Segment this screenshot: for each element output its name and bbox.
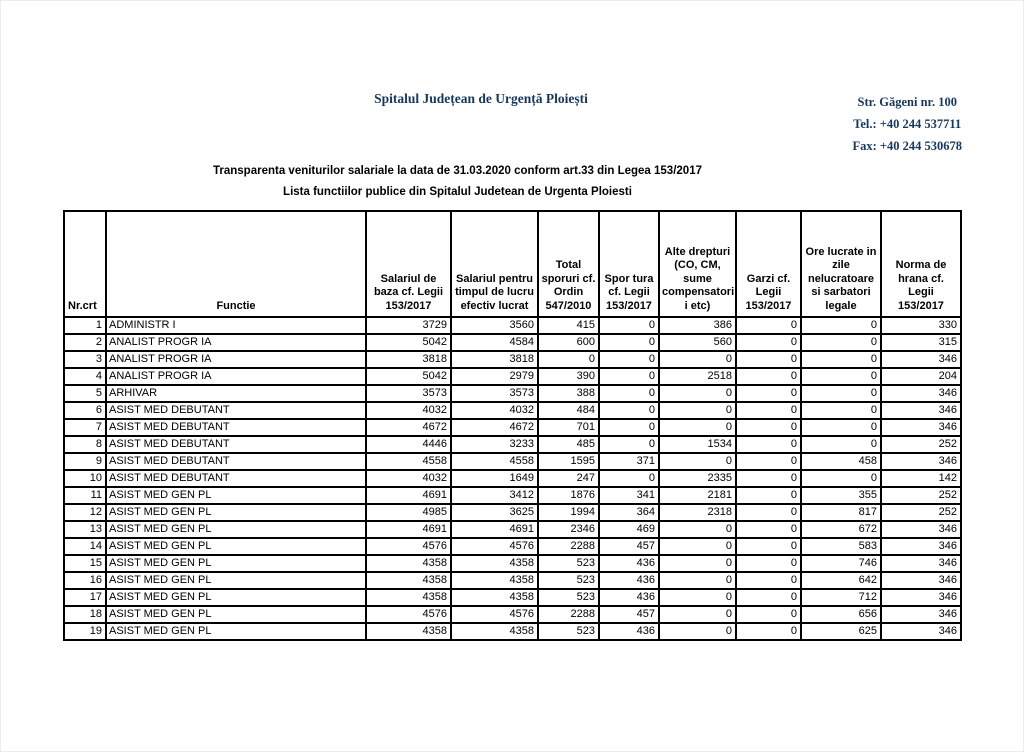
cell-functie: ASIST MED GEN PL xyxy=(106,589,366,606)
cell-spor-tura: 436 xyxy=(599,572,659,589)
cell-ore-lucrate: 712 xyxy=(801,589,881,606)
cell-salariul-efectiv: 3573 xyxy=(451,385,538,402)
cell-garzi: 0 xyxy=(736,555,801,572)
cell-spor-tura: 371 xyxy=(599,453,659,470)
cell-norma-hrana: 346 xyxy=(881,555,961,572)
cell-salariul-efectiv: 3233 xyxy=(451,436,538,453)
cell-alte-drepturi: 560 xyxy=(659,334,736,351)
cell-spor-tura: 436 xyxy=(599,623,659,640)
address-street: Str. Găgeni nr. 100 xyxy=(857,95,957,109)
column-header-functie: Functie xyxy=(106,211,366,317)
cell-alte-drepturi: 0 xyxy=(659,606,736,623)
cell-norma-hrana: 252 xyxy=(881,436,961,453)
cell-nr-crt: 7 xyxy=(64,419,106,436)
cell-ore-lucrate: 0 xyxy=(801,385,881,402)
cell-functie: ASIST MED GEN PL xyxy=(106,572,366,589)
cell-garzi: 0 xyxy=(736,334,801,351)
cell-salariul-efectiv: 4672 xyxy=(451,419,538,436)
table-row xyxy=(64,487,961,504)
cell-spor-tura: 0 xyxy=(599,334,659,351)
cell-salariul-baza: 4358 xyxy=(366,623,451,640)
table-row xyxy=(64,589,961,606)
cell-total-sporuri: 523 xyxy=(538,623,599,640)
table-row xyxy=(64,623,961,640)
cell-ore-lucrate: 746 xyxy=(801,555,881,572)
cell-nr-crt: 14 xyxy=(64,538,106,555)
cell-nr-crt: 8 xyxy=(64,436,106,453)
cell-alte-drepturi: 0 xyxy=(659,351,736,368)
column-header-spor-tura: Spor tura cf. Legii 153/2017 xyxy=(599,211,659,317)
cell-salariul-efectiv: 2979 xyxy=(451,368,538,385)
cell-functie: ASIST MED GEN PL xyxy=(106,555,366,572)
cell-garzi: 0 xyxy=(736,504,801,521)
cell-salariul-efectiv: 4358 xyxy=(451,589,538,606)
cell-norma-hrana: 252 xyxy=(881,504,961,521)
table-row xyxy=(64,402,961,419)
cell-nr-crt: 18 xyxy=(64,606,106,623)
cell-salariul-baza: 4576 xyxy=(366,538,451,555)
cell-garzi: 0 xyxy=(736,368,801,385)
cell-norma-hrana: 142 xyxy=(881,470,961,487)
table-header-row xyxy=(64,211,961,317)
cell-functie: ASIST MED GEN PL xyxy=(106,606,366,623)
column-header-nr-crt: Nr.crt xyxy=(64,211,106,317)
cell-norma-hrana: 346 xyxy=(881,351,961,368)
cell-total-sporuri: 523 xyxy=(538,572,599,589)
cell-salariul-baza: 4672 xyxy=(366,419,451,436)
cell-ore-lucrate: 0 xyxy=(801,402,881,419)
table-row xyxy=(64,521,961,538)
cell-spor-tura: 0 xyxy=(599,470,659,487)
cell-total-sporuri: 1994 xyxy=(538,504,599,521)
cell-salariul-baza: 4985 xyxy=(366,504,451,521)
cell-salariul-baza: 4558 xyxy=(366,453,451,470)
cell-salariul-baza: 4358 xyxy=(366,555,451,572)
cell-ore-lucrate: 672 xyxy=(801,521,881,538)
cell-spor-tura: 457 xyxy=(599,606,659,623)
cell-ore-lucrate: 0 xyxy=(801,334,881,351)
table-row xyxy=(64,470,961,487)
cell-norma-hrana: 346 xyxy=(881,453,961,470)
cell-nr-crt: 4 xyxy=(64,368,106,385)
cell-alte-drepturi: 2518 xyxy=(659,368,736,385)
cell-alte-drepturi: 0 xyxy=(659,623,736,640)
cell-norma-hrana: 346 xyxy=(881,521,961,538)
table-row xyxy=(64,368,961,385)
cell-alte-drepturi: 2335 xyxy=(659,470,736,487)
cell-salariul-efectiv: 3560 xyxy=(451,317,538,334)
table-row xyxy=(64,606,961,623)
cell-garzi: 0 xyxy=(736,521,801,538)
column-header-salariul-baza: Salariul de baza cf. Legii 153/2017 xyxy=(366,211,451,317)
cell-alte-drepturi: 0 xyxy=(659,385,736,402)
cell-nr-crt: 16 xyxy=(64,572,106,589)
cell-salariul-efectiv: 4358 xyxy=(451,623,538,640)
cell-functie: ASIST MED GEN PL xyxy=(106,521,366,538)
cell-ore-lucrate: 0 xyxy=(801,317,881,334)
cell-ore-lucrate: 0 xyxy=(801,436,881,453)
cell-spor-tura: 0 xyxy=(599,351,659,368)
cell-ore-lucrate: 656 xyxy=(801,606,881,623)
cell-total-sporuri: 485 xyxy=(538,436,599,453)
cell-salariul-baza: 4358 xyxy=(366,572,451,589)
cell-spor-tura: 341 xyxy=(599,487,659,504)
cell-total-sporuri: 1876 xyxy=(538,487,599,504)
cell-spor-tura: 0 xyxy=(599,368,659,385)
cell-garzi: 0 xyxy=(736,402,801,419)
cell-alte-drepturi: 0 xyxy=(659,555,736,572)
table-row xyxy=(64,572,961,589)
address-phone: Tel.: +40 244 537711 xyxy=(853,117,962,131)
cell-functie: ADMINISTR I xyxy=(106,317,366,334)
table-header xyxy=(64,211,961,317)
cell-functie: ANALIST PROGR IA xyxy=(106,334,366,351)
cell-salariul-efectiv: 4576 xyxy=(451,606,538,623)
cell-salariul-baza: 3573 xyxy=(366,385,451,402)
cell-salariul-baza: 5042 xyxy=(366,334,451,351)
cell-garzi: 0 xyxy=(736,572,801,589)
cell-salariul-baza: 4446 xyxy=(366,436,451,453)
cell-total-sporuri: 484 xyxy=(538,402,599,419)
cell-salariul-baza: 4576 xyxy=(366,606,451,623)
table-row xyxy=(64,504,961,521)
cell-salariul-efectiv: 4358 xyxy=(451,555,538,572)
cell-ore-lucrate: 817 xyxy=(801,504,881,521)
cell-garzi: 0 xyxy=(736,606,801,623)
cell-norma-hrana: 330 xyxy=(881,317,961,334)
cell-spor-tura: 469 xyxy=(599,521,659,538)
table-row xyxy=(64,453,961,470)
cell-total-sporuri: 2288 xyxy=(538,606,599,623)
table-row xyxy=(64,555,961,572)
table-row xyxy=(64,385,961,402)
cell-norma-hrana: 204 xyxy=(881,368,961,385)
cell-functie: ASIST MED DEBUTANT xyxy=(106,470,366,487)
cell-salariul-baza: 5042 xyxy=(366,368,451,385)
table-row xyxy=(64,436,961,453)
cell-norma-hrana: 315 xyxy=(881,334,961,351)
cell-ore-lucrate: 0 xyxy=(801,351,881,368)
cell-functie: ASIST MED DEBUTANT xyxy=(106,419,366,436)
cell-spor-tura: 0 xyxy=(599,317,659,334)
cell-garzi: 0 xyxy=(736,317,801,334)
cell-salariul-baza: 4032 xyxy=(366,402,451,419)
cell-salariul-efectiv: 3412 xyxy=(451,487,538,504)
cell-garzi: 0 xyxy=(736,538,801,555)
column-header-garzi: Garzi cf. Legii 153/2017 xyxy=(736,211,801,317)
table-row xyxy=(64,334,961,351)
cell-salariul-efectiv: 4032 xyxy=(451,402,538,419)
cell-salariul-baza: 4691 xyxy=(366,487,451,504)
cell-nr-crt: 2 xyxy=(64,334,106,351)
cell-spor-tura: 436 xyxy=(599,589,659,606)
cell-nr-crt: 11 xyxy=(64,487,106,504)
cell-alte-drepturi: 2318 xyxy=(659,504,736,521)
cell-spor-tura: 0 xyxy=(599,436,659,453)
cell-norma-hrana: 346 xyxy=(881,402,961,419)
cell-garzi: 0 xyxy=(736,419,801,436)
cell-salariul-efectiv: 3625 xyxy=(451,504,538,521)
cell-salariul-efectiv: 4358 xyxy=(451,572,538,589)
cell-alte-drepturi: 0 xyxy=(659,453,736,470)
cell-spor-tura: 0 xyxy=(599,419,659,436)
cell-functie: ASIST MED DEBUTANT xyxy=(106,453,366,470)
cell-salariul-baza: 4358 xyxy=(366,589,451,606)
cell-garzi: 0 xyxy=(736,589,801,606)
cell-garzi: 0 xyxy=(736,487,801,504)
cell-ore-lucrate: 458 xyxy=(801,453,881,470)
cell-norma-hrana: 346 xyxy=(881,589,961,606)
cell-garzi: 0 xyxy=(736,453,801,470)
cell-alte-drepturi: 1534 xyxy=(659,436,736,453)
cell-ore-lucrate: 0 xyxy=(801,368,881,385)
subtitle-block xyxy=(0,161,915,203)
cell-nr-crt: 13 xyxy=(64,521,106,538)
cell-functie: ASIST MED GEN PL xyxy=(106,538,366,555)
cell-garzi: 0 xyxy=(736,623,801,640)
cell-functie: ASIST MED DEBUTANT xyxy=(106,402,366,419)
cell-norma-hrana: 346 xyxy=(881,572,961,589)
address-fax: Fax: +40 244 530678 xyxy=(852,139,962,153)
table-row xyxy=(64,351,961,368)
cell-salariul-efectiv: 4691 xyxy=(451,521,538,538)
cell-total-sporuri: 0 xyxy=(538,351,599,368)
cell-ore-lucrate: 355 xyxy=(801,487,881,504)
cell-total-sporuri: 247 xyxy=(538,470,599,487)
salary-table xyxy=(63,210,962,641)
cell-total-sporuri: 388 xyxy=(538,385,599,402)
cell-functie: ASIST MED GEN PL xyxy=(106,487,366,504)
cell-norma-hrana: 346 xyxy=(881,538,961,555)
cell-functie: ANALIST PROGR IA xyxy=(106,351,366,368)
cell-nr-crt: 19 xyxy=(64,623,106,640)
cell-functie: ASIST MED GEN PL xyxy=(106,623,366,640)
hospital-name-title: Spitalul Județean de Urgență Ploiești xyxy=(374,91,588,106)
cell-total-sporuri: 523 xyxy=(538,589,599,606)
address-block xyxy=(852,91,962,157)
cell-ore-lucrate: 0 xyxy=(801,419,881,436)
cell-norma-hrana: 346 xyxy=(881,606,961,623)
cell-spor-tura: 0 xyxy=(599,385,659,402)
cell-garzi: 0 xyxy=(736,385,801,402)
cell-salariul-baza: 3818 xyxy=(366,351,451,368)
cell-norma-hrana: 252 xyxy=(881,487,961,504)
cell-functie: ASIST MED DEBUTANT xyxy=(106,436,366,453)
cell-spor-tura: 457 xyxy=(599,538,659,555)
column-header-ore-lucrate: Ore lucrate in zile nelucratoare si sarbatori legale xyxy=(801,211,881,317)
cell-ore-lucrate: 583 xyxy=(801,538,881,555)
cell-salariul-baza: 3729 xyxy=(366,317,451,334)
cell-total-sporuri: 523 xyxy=(538,555,599,572)
cell-functie: ANALIST PROGR IA xyxy=(106,368,366,385)
cell-norma-hrana: 346 xyxy=(881,419,961,436)
cell-total-sporuri: 415 xyxy=(538,317,599,334)
column-header-norma-hrana: Norma de hrana cf. Legii 153/2017 xyxy=(881,211,961,317)
cell-total-sporuri: 390 xyxy=(538,368,599,385)
cell-total-sporuri: 600 xyxy=(538,334,599,351)
cell-total-sporuri: 2288 xyxy=(538,538,599,555)
cell-salariul-baza: 4691 xyxy=(366,521,451,538)
subtitle-transparency: Transparenta veniturilor salariale la data de 31.03.2020 conform art.33 din Legea 153/2017 xyxy=(213,165,702,177)
cell-nr-crt: 6 xyxy=(64,402,106,419)
cell-norma-hrana: 346 xyxy=(881,623,961,640)
cell-garzi: 0 xyxy=(736,351,801,368)
cell-nr-crt: 5 xyxy=(64,385,106,402)
cell-salariul-efectiv: 4558 xyxy=(451,453,538,470)
cell-alte-drepturi: 386 xyxy=(659,317,736,334)
cell-norma-hrana: 346 xyxy=(881,385,961,402)
subtitle-list: Lista functiilor publice din Spitalul Judetean de Urgenta Ploiesti xyxy=(283,186,632,198)
table-row xyxy=(64,317,961,334)
cell-spor-tura: 436 xyxy=(599,555,659,572)
cell-alte-drepturi: 2181 xyxy=(659,487,736,504)
cell-ore-lucrate: 625 xyxy=(801,623,881,640)
cell-salariul-efectiv: 3818 xyxy=(451,351,538,368)
cell-total-sporuri: 701 xyxy=(538,419,599,436)
cell-nr-crt: 1 xyxy=(64,317,106,334)
column-header-alte-drepturi: Alte drepturi (CO, CM, sume compensatori i etc) xyxy=(659,211,736,317)
cell-garzi: 0 xyxy=(736,436,801,453)
cell-alte-drepturi: 0 xyxy=(659,538,736,555)
cell-salariul-baza: 4032 xyxy=(366,470,451,487)
cell-nr-crt: 15 xyxy=(64,555,106,572)
cell-functie: ARHIVAR xyxy=(106,385,366,402)
cell-spor-tura: 364 xyxy=(599,504,659,521)
column-header-salariul-efectiv: Salariul pentru timpul de lucru efectiv lucrat xyxy=(451,211,538,317)
cell-garzi: 0 xyxy=(736,470,801,487)
cell-alte-drepturi: 0 xyxy=(659,589,736,606)
cell-salariul-efectiv: 1649 xyxy=(451,470,538,487)
cell-total-sporuri: 1595 xyxy=(538,453,599,470)
cell-salariul-efectiv: 4584 xyxy=(451,334,538,351)
cell-nr-crt: 3 xyxy=(64,351,106,368)
table-row xyxy=(64,419,961,436)
cell-nr-crt: 17 xyxy=(64,589,106,606)
cell-ore-lucrate: 0 xyxy=(801,470,881,487)
table-body xyxy=(64,317,961,640)
cell-total-sporuri: 2346 xyxy=(538,521,599,538)
cell-spor-tura: 0 xyxy=(599,402,659,419)
cell-functie: ASIST MED GEN PL xyxy=(106,504,366,521)
cell-alte-drepturi: 0 xyxy=(659,521,736,538)
column-header-total-sporuri: Total sporuri cf. Ordin 547/2010 xyxy=(538,211,599,317)
cell-alte-drepturi: 0 xyxy=(659,419,736,436)
cell-nr-crt: 9 xyxy=(64,453,106,470)
cell-nr-crt: 12 xyxy=(64,504,106,521)
table-row xyxy=(64,538,961,555)
cell-ore-lucrate: 642 xyxy=(801,572,881,589)
cell-salariul-efectiv: 4576 xyxy=(451,538,538,555)
cell-alte-drepturi: 0 xyxy=(659,572,736,589)
cell-alte-drepturi: 0 xyxy=(659,402,736,419)
cell-nr-crt: 10 xyxy=(64,470,106,487)
